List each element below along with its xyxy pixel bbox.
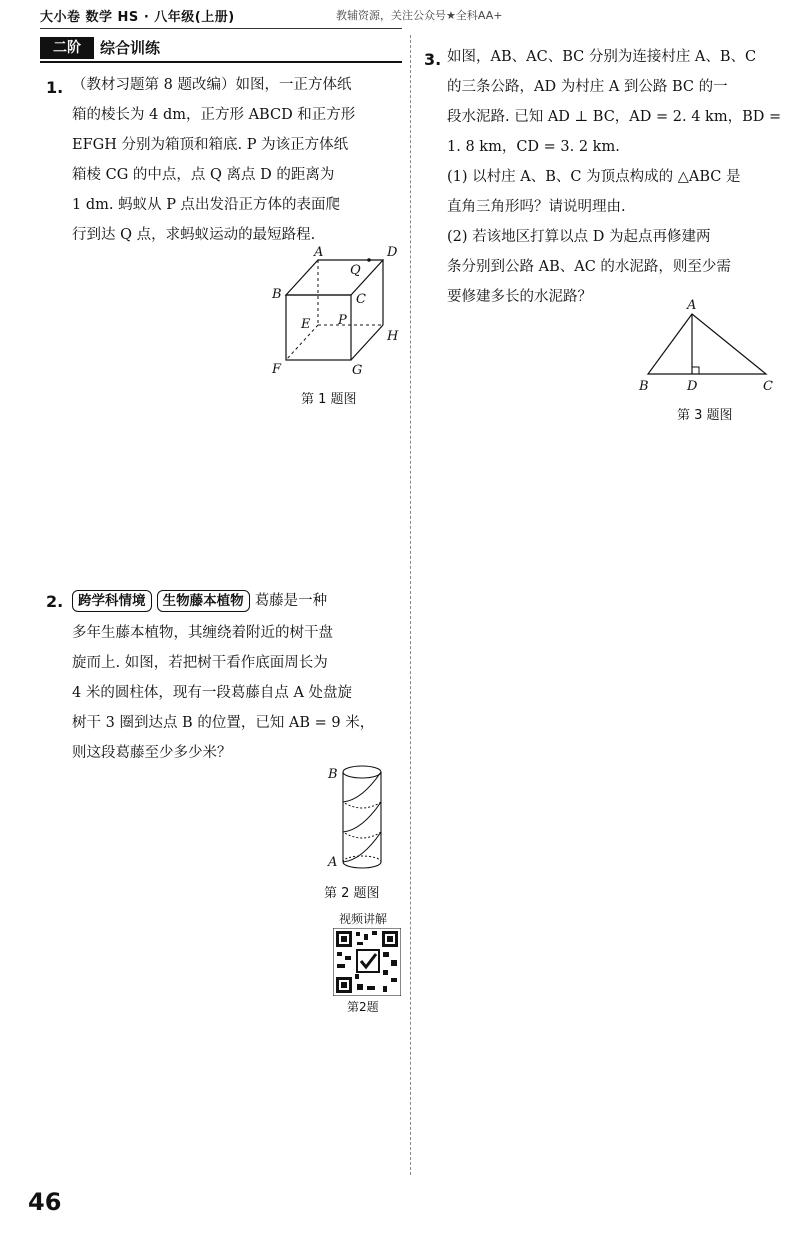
q1-label-g: G — [352, 363, 363, 378]
q3-label-a: A — [687, 298, 697, 313]
q2-label-b: B — [328, 767, 338, 782]
section-badge: 二阶 — [40, 37, 94, 59]
q1-cube-figure — [268, 240, 408, 380]
q3-line: 1. 8 km，CD = 3. 2 km. — [447, 139, 620, 155]
q3-text — [447, 42, 782, 312]
q1-line: 1 dm. 蚂蚁从 P 点出发沿正方体的表面爬 — [72, 197, 341, 213]
q1-label-d: D — [387, 245, 398, 260]
q2-line: 旋而上. 如图，若把树干看作底面周长为 — [72, 655, 328, 671]
q2-line: 则这段葛藤至少多少米？ — [72, 745, 232, 761]
header-promo-text: 教辅资源，关注公众号★全科AA+ — [336, 9, 503, 22]
q3-caption: 第 3 题图 — [677, 408, 733, 423]
section-rule — [40, 61, 402, 63]
q3-line: 如图，AB、AC、BC 分别为连接村庄 A、B、C — [447, 49, 757, 65]
q1-label-q: Q — [350, 263, 361, 278]
q2-line: 4 米的圆柱体，现有一段葛藤自点 A 处盘旋 — [72, 685, 353, 701]
q3-sub1-line: 直角三角形吗？请说明理由. — [447, 199, 626, 215]
q3-sub2-line: 条分别到公路 AB、AC 的水泥路，则至少需 — [447, 259, 731, 275]
q3-triangle-figure — [630, 296, 780, 396]
q1-label-b: B — [272, 287, 282, 302]
q3-label-c: C — [763, 379, 773, 394]
q1-label-c: C — [356, 292, 366, 307]
q1-number: 1. — [46, 78, 64, 97]
qr-question-label: 第2题 — [347, 1000, 379, 1014]
q3-label-b: B — [639, 379, 649, 394]
q1-caption: 第 1 题图 — [301, 392, 357, 407]
q3-sub2-line: (2) 若该地区打算以点 D 为起点再修建两 — [447, 229, 711, 245]
q3-label-d: D — [687, 379, 698, 394]
qr-video-label: 视频讲解 — [339, 912, 388, 926]
header-rule — [40, 28, 402, 29]
q1-text — [72, 70, 402, 250]
q3-number: 3. — [424, 50, 442, 69]
q1-label-f: F — [272, 362, 282, 377]
qr-code-icon[interactable] — [333, 928, 401, 996]
q1-label-p: P — [338, 313, 347, 328]
q1-label-a: A — [314, 245, 324, 260]
q1-label-h: H — [387, 329, 399, 344]
q3-sub2-line: 要修建多长的水泥路？ — [447, 289, 592, 305]
q2-line: 多年生藤本植物，其缠绕着附近的树干盘 — [72, 625, 333, 641]
q1-line: EFGH 分别为箱顶和箱底. P 为该正方体纸 — [72, 137, 349, 153]
q2-tag-topic: 生物藤本植物 — [157, 590, 250, 612]
q2-line0-tail: 葛藤是一种 — [254, 593, 328, 609]
q2-first-line — [72, 586, 402, 616]
q2-line: 树干 3 圈到达点 B 的位置，已知 AB = 9 米， — [72, 715, 375, 731]
q1-line: （教材习题第 8 题改编）如图，一正方体纸 — [72, 77, 352, 93]
q3-sub1-line: (1) 以村庄 A、B、C 为顶点构成的 △ABC 是 — [447, 169, 741, 185]
section-title: 综合训练 — [100, 39, 161, 57]
q1-label-e: E — [301, 317, 311, 332]
q2-number: 2. — [46, 592, 64, 611]
q3-line: 的三条公路，AD 为村庄 A 到公路 BC 的一 — [447, 79, 728, 95]
page-number: 46 — [28, 1188, 62, 1216]
q1-line: 行到达 Q 点，求蚂蚁运动的最短路程. — [72, 227, 316, 243]
q2-tag-interdisciplinary: 跨学科情境 — [72, 590, 152, 612]
header-book-title: 大小卷 数学 HS · 八年级(上册) — [40, 10, 235, 25]
q2-label-a: A — [328, 855, 338, 870]
q2-caption: 第 2 题图 — [324, 886, 380, 901]
q3-line: 段水泥路. 已知 AD ⊥ BC，AD = 2. 4 km，BD = — [447, 109, 782, 125]
q1-line: 箱棱 CG 的中点，点 Q 离点 D 的距离为 — [72, 167, 335, 183]
q2-text — [72, 618, 402, 768]
q2-cylinder-figure — [322, 760, 392, 880]
q1-line: 箱的棱长为 4 dm，正方形 ABCD 和正方形 — [72, 107, 356, 123]
column-divider — [410, 35, 411, 1175]
